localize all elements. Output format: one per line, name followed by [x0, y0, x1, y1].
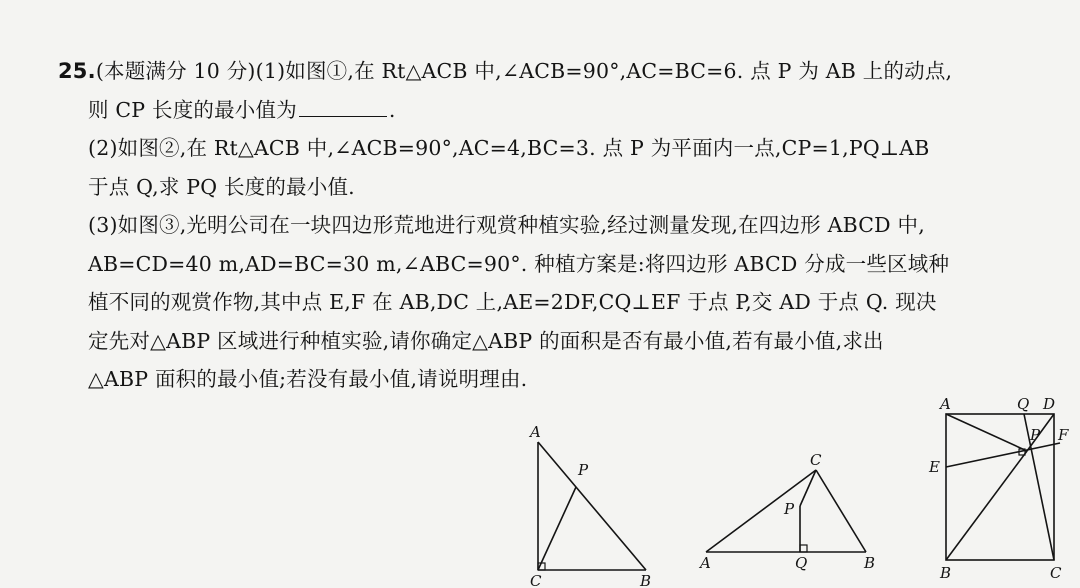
label-a: A — [940, 395, 951, 413]
label-b: B — [864, 554, 876, 572]
label-c: C — [810, 451, 822, 469]
label-a: A — [530, 423, 541, 441]
right-angle-mark — [800, 545, 807, 552]
segment-ab — [538, 442, 646, 570]
label-p: P — [784, 500, 795, 518]
figure-3 — [926, 392, 1080, 588]
problem-line-7 — [58, 283, 1058, 322]
part-1-question: 则 CP 长度的最小值为 — [88, 97, 297, 122]
part-3-question: 定先对△ABP 区域进行种植实验,请你确定△ABP 的面积是否有最小值,若有最小值,求出 — [88, 328, 884, 353]
problem-line-5 — [58, 206, 1058, 245]
label-b: B — [640, 572, 652, 588]
segment-ef — [946, 443, 1060, 467]
label-p: P — [1030, 426, 1041, 444]
segment-cb — [816, 470, 866, 552]
label-p: P — [578, 461, 589, 479]
label-f: F — [1058, 426, 1069, 444]
part-3-plan: 植不同的观赏作物,其中点 E,F 在 AB,DC 上,AE=2DF,CQ⊥EF 于点 P,交 AD 于点 Q. 现决 — [88, 290, 937, 314]
answer-blank[interactable] — [299, 98, 387, 117]
label-q: Q — [795, 554, 808, 572]
label-q: Q — [1017, 395, 1030, 413]
figure-1 — [520, 420, 660, 588]
label-d: D — [1043, 395, 1056, 413]
problem-25 — [58, 52, 1058, 399]
problem-line-8 — [58, 322, 1058, 361]
segment-bp — [946, 451, 1027, 560]
problem-line-3 — [58, 129, 1058, 168]
problem-line-1 — [58, 52, 1058, 91]
part-3-text: (3)如图③,光明公司在一块四边形荒地进行观赏种植实验,经过测量发现,在四边形 ABCD 中, — [88, 213, 925, 237]
label-a: A — [700, 554, 711, 572]
label-b: B — [940, 564, 952, 582]
part-3-question-end: △ABP 面积的最小值;若没有最小值,请说明理由. — [88, 367, 528, 391]
label-c: C — [1050, 564, 1062, 582]
problem-line-9 — [58, 360, 1058, 399]
segment-cp — [538, 487, 576, 570]
part-1-period: . — [388, 97, 396, 122]
part-3-conditions: AB=CD=40 m,AD=BC=30 m,∠ABC=90°. 种植方案是:将四边形 ABCD 分成一些区域种 — [88, 251, 950, 276]
segment-ap — [946, 414, 1027, 451]
part-1-text: (本题满分 10 分)(1)如图①,在 Rt△ACB 中,∠ACB=90°,AC=BC=6. 点 P 为 AB 上的动点, — [95, 59, 953, 83]
question-number: 25. — [58, 59, 96, 83]
label-e: E — [929, 458, 940, 476]
problem-line-4 — [58, 168, 1058, 207]
figure-2 — [692, 446, 892, 588]
part-2-question: 于点 Q,求 PQ 长度的最小值. — [88, 174, 355, 199]
label-c: C — [530, 572, 542, 588]
problem-line-6 — [58, 245, 1058, 284]
part-2-text: (2)如图②,在 Rt△ACB 中,∠ACB=90°,AC=4,BC=3. 点 P 为平面内一点,CP=1,PQ⊥AB — [88, 136, 930, 160]
problem-line-2 — [58, 91, 1058, 130]
